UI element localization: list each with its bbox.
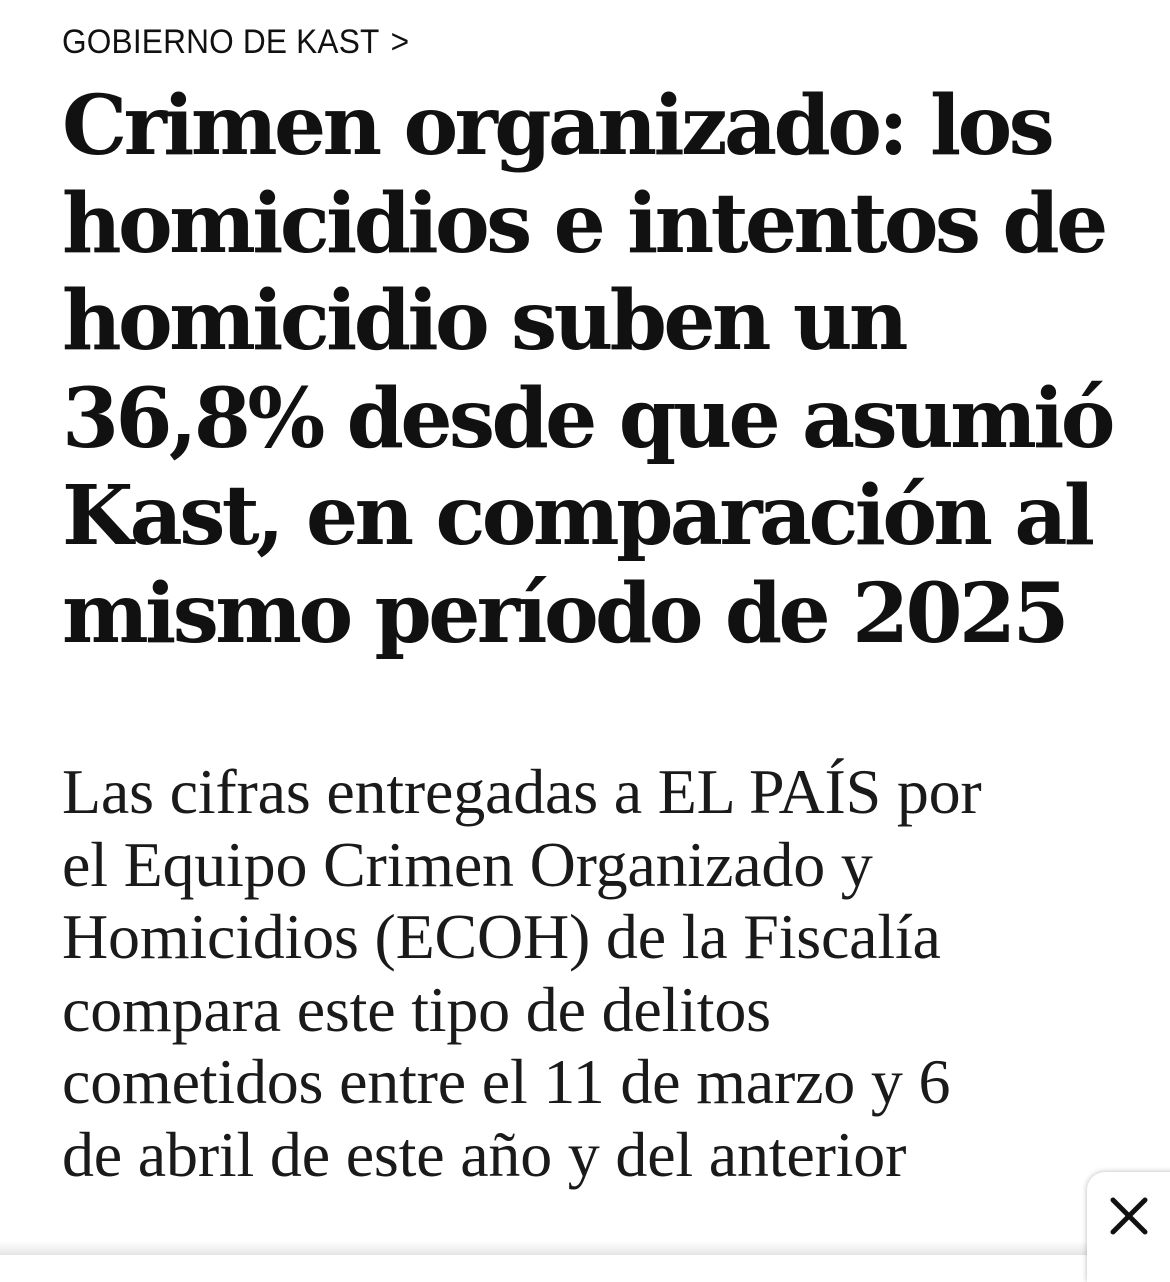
section-breadcrumb-link[interactable] xyxy=(62,22,409,62)
bottom-overlay-shadow xyxy=(0,1241,1170,1255)
article-subtitle: Las cifras entregadas a EL PAÍS por el Equipo Crimen Organizado y Homicidios (ECOH) de la Fiscalía compara este tipo de delitos cometidos entre el 11 de marzo y 6 de abril de este año y del anterior xyxy=(62,756,982,1190)
close-icon xyxy=(1109,1196,1149,1236)
section-label: GOBIERNO DE KAST xyxy=(62,23,380,61)
article-headline: Crimen organizado: los homicidios e intentos de homicidio suben un 36,8% desde que asumió Kast, en comparación al mismo período de 2025 xyxy=(62,78,1112,662)
chevron-right-icon: > xyxy=(390,23,410,61)
close-ad-button[interactable] xyxy=(1087,1172,1170,1282)
